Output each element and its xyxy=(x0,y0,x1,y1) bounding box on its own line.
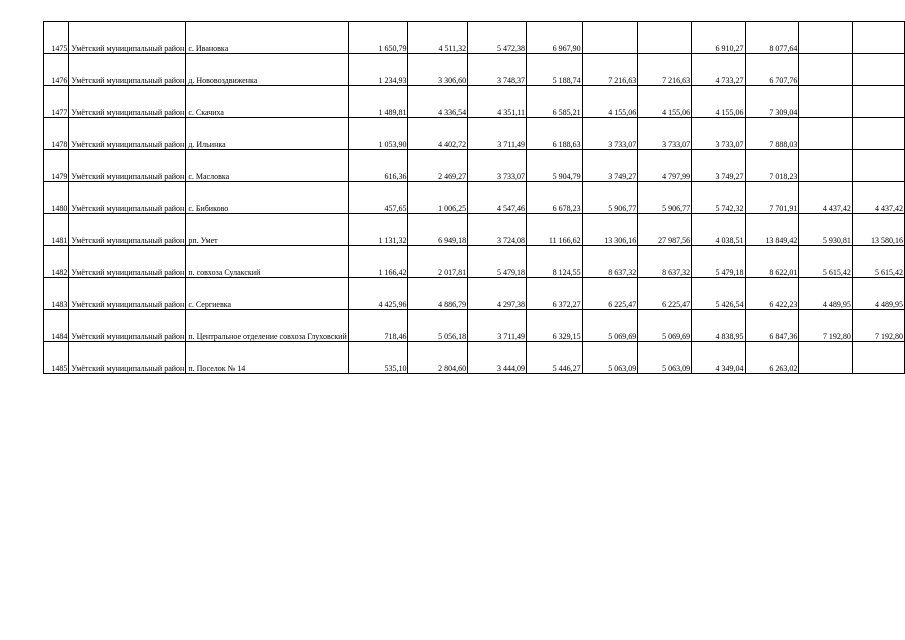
value-cell xyxy=(799,342,852,374)
value-cell: 4 155,06 xyxy=(582,86,638,118)
value-cell: 5 063,09 xyxy=(638,342,692,374)
settlement-cell: с. Скачиха xyxy=(186,86,348,118)
table-row xyxy=(44,150,905,182)
value-cell: 6 949,18 xyxy=(408,214,468,246)
value-cell: 6 707,76 xyxy=(745,54,799,86)
value-cell: 13 849,42 xyxy=(745,214,799,246)
table-row xyxy=(44,54,905,86)
value-cell xyxy=(799,150,852,182)
value-cell: 6 678,23 xyxy=(526,182,582,214)
value-cell: 5 472,38 xyxy=(468,22,527,54)
settlement-cell: п. Центральное отделение совхоза Глуховский xyxy=(186,310,348,342)
value-cell: 6 910,27 xyxy=(692,22,745,54)
settlement-cell: с. Бибиково xyxy=(186,182,348,214)
settlement-cell: п. совхоза Сулакский xyxy=(186,246,348,278)
value-cell: 4 402,72 xyxy=(408,118,468,150)
table-row xyxy=(44,246,905,278)
value-cell: 8 124,55 xyxy=(526,246,582,278)
region-cell: Умётский муниципальный район xyxy=(69,342,186,374)
value-cell xyxy=(799,54,852,86)
value-cell: 6 188,63 xyxy=(526,118,582,150)
value-cell: 11 166,62 xyxy=(526,214,582,246)
value-cell: 6 967,90 xyxy=(526,22,582,54)
value-cell xyxy=(852,86,904,118)
value-cell: 7 309,04 xyxy=(745,86,799,118)
value-cell: 3 733,07 xyxy=(582,118,638,150)
row-number-cell: 1481 xyxy=(44,214,69,246)
region-cell: Умётский муниципальный район xyxy=(69,150,186,182)
row-number-cell: 1480 xyxy=(44,182,69,214)
value-cell: 3 749,27 xyxy=(692,150,745,182)
value-cell: 6 225,47 xyxy=(582,278,638,310)
row-number-cell: 1485 xyxy=(44,342,69,374)
value-cell: 4 038,51 xyxy=(692,214,745,246)
value-cell: 2 804,60 xyxy=(408,342,468,374)
value-cell: 7 888,03 xyxy=(745,118,799,150)
value-cell: 3 733,07 xyxy=(468,150,527,182)
value-cell: 4 489,95 xyxy=(852,278,904,310)
row-number-cell: 1476 xyxy=(44,54,69,86)
table-row xyxy=(44,310,905,342)
table-row xyxy=(44,22,905,54)
region-cell: Умётский муниципальный район xyxy=(69,54,186,86)
value-cell: 8 622,01 xyxy=(745,246,799,278)
value-cell: 1 166,42 xyxy=(348,246,408,278)
value-cell: 8 637,32 xyxy=(582,246,638,278)
value-cell: 1 650,79 xyxy=(348,22,408,54)
value-cell: 7 192,80 xyxy=(799,310,852,342)
value-cell xyxy=(638,22,692,54)
value-cell: 7 216,63 xyxy=(638,54,692,86)
settlement-cell: с. Сергиевка xyxy=(186,278,348,310)
region-cell: Умётский муниципальный район xyxy=(69,182,186,214)
value-cell: 4 437,42 xyxy=(852,182,904,214)
value-cell: 3 733,07 xyxy=(638,118,692,150)
value-cell: 5 615,42 xyxy=(852,246,904,278)
value-cell xyxy=(799,22,852,54)
value-cell: 7 216,63 xyxy=(582,54,638,86)
value-cell xyxy=(852,342,904,374)
value-cell xyxy=(852,150,904,182)
value-cell: 3 748,37 xyxy=(468,54,527,86)
table-row xyxy=(44,278,905,310)
value-cell: 4 489,95 xyxy=(799,278,852,310)
table-row xyxy=(44,86,905,118)
table-row xyxy=(44,182,905,214)
value-cell: 3 711,49 xyxy=(468,118,527,150)
value-cell xyxy=(852,22,904,54)
value-cell: 27 987,56 xyxy=(638,214,692,246)
value-cell: 4 733,27 xyxy=(692,54,745,86)
value-cell: 4 351,11 xyxy=(468,86,527,118)
table-row xyxy=(44,118,905,150)
value-cell xyxy=(799,118,852,150)
value-cell: 6 847,36 xyxy=(745,310,799,342)
value-cell: 4 155,06 xyxy=(692,86,745,118)
value-cell: 3 711,49 xyxy=(468,310,527,342)
value-cell: 5 479,18 xyxy=(692,246,745,278)
value-cell: 1 006,25 xyxy=(408,182,468,214)
value-cell: 3 749,27 xyxy=(582,150,638,182)
settlement-cell: д. Нововоздвиженка xyxy=(186,54,348,86)
value-cell: 4 297,38 xyxy=(468,278,527,310)
region-cell: Умётский муниципальный район xyxy=(69,214,186,246)
value-cell: 5 742,32 xyxy=(692,182,745,214)
value-cell: 2 017,81 xyxy=(408,246,468,278)
region-cell: Умётский муниципальный район xyxy=(69,278,186,310)
value-cell: 1 234,93 xyxy=(348,54,408,86)
value-cell: 6 372,27 xyxy=(526,278,582,310)
value-cell: 7 192,80 xyxy=(852,310,904,342)
region-cell: Умётский муниципальный район xyxy=(69,86,186,118)
value-cell: 4 511,32 xyxy=(408,22,468,54)
value-cell: 4 547,46 xyxy=(468,182,527,214)
value-cell: 718,46 xyxy=(348,310,408,342)
value-cell: 5 930,81 xyxy=(799,214,852,246)
value-cell: 5 904,79 xyxy=(526,150,582,182)
value-cell: 5 426,54 xyxy=(692,278,745,310)
region-cell: Умётский муниципальный район xyxy=(69,246,186,278)
tariff-table xyxy=(43,21,905,374)
value-cell: 4 437,42 xyxy=(799,182,852,214)
row-number-cell: 1475 xyxy=(44,22,69,54)
value-cell: 5 069,69 xyxy=(582,310,638,342)
value-cell: 4 349,04 xyxy=(692,342,745,374)
value-cell: 5 069,69 xyxy=(638,310,692,342)
value-cell: 5 479,18 xyxy=(468,246,527,278)
settlement-cell: п. Поселок № 14 xyxy=(186,342,348,374)
region-cell: Умётский муниципальный район xyxy=(69,22,186,54)
value-cell: 5 063,09 xyxy=(582,342,638,374)
value-cell xyxy=(852,118,904,150)
value-cell: 13 580,16 xyxy=(852,214,904,246)
value-cell: 3 733,07 xyxy=(692,118,745,150)
value-cell: 457,65 xyxy=(348,182,408,214)
value-cell: 6 585,21 xyxy=(526,86,582,118)
value-cell: 1 053,90 xyxy=(348,118,408,150)
row-number-cell: 1478 xyxy=(44,118,69,150)
value-cell xyxy=(799,86,852,118)
value-cell: 8 637,32 xyxy=(638,246,692,278)
row-number-cell: 1477 xyxy=(44,86,69,118)
settlement-cell: д. Ильинка xyxy=(186,118,348,150)
region-cell: Умётский муниципальный район xyxy=(69,118,186,150)
row-number-cell: 1482 xyxy=(44,246,69,278)
value-cell: 2 469,27 xyxy=(408,150,468,182)
value-cell: 5 615,42 xyxy=(799,246,852,278)
value-cell: 3 724,08 xyxy=(468,214,527,246)
value-cell: 1 131,32 xyxy=(348,214,408,246)
value-cell: 6 225,47 xyxy=(638,278,692,310)
value-cell: 5 446,27 xyxy=(526,342,582,374)
region-cell: Умётский муниципальный район xyxy=(69,310,186,342)
settlement-cell: с. Ивановка xyxy=(186,22,348,54)
value-cell xyxy=(582,22,638,54)
table-body xyxy=(44,22,905,374)
value-cell: 3 306,60 xyxy=(408,54,468,86)
value-cell: 4 155,06 xyxy=(638,86,692,118)
value-cell: 6 329,15 xyxy=(526,310,582,342)
value-cell: 5 906,77 xyxy=(582,182,638,214)
value-cell: 5 188,74 xyxy=(526,54,582,86)
value-cell: 7 018,23 xyxy=(745,150,799,182)
value-cell: 3 444,09 xyxy=(468,342,527,374)
table-row xyxy=(44,214,905,246)
value-cell xyxy=(852,54,904,86)
value-cell: 4 838,95 xyxy=(692,310,745,342)
row-number-cell: 1484 xyxy=(44,310,69,342)
value-cell: 4 336,54 xyxy=(408,86,468,118)
value-cell: 6 422,23 xyxy=(745,278,799,310)
value-cell: 8 077,64 xyxy=(745,22,799,54)
row-number-cell: 1479 xyxy=(44,150,69,182)
value-cell: 535,10 xyxy=(348,342,408,374)
value-cell: 4 425,96 xyxy=(348,278,408,310)
value-cell: 13 306,16 xyxy=(582,214,638,246)
value-cell: 4 797,99 xyxy=(638,150,692,182)
value-cell: 7 701,91 xyxy=(745,182,799,214)
settlement-cell: с. Масловка xyxy=(186,150,348,182)
table-row xyxy=(44,342,905,374)
value-cell: 4 886,79 xyxy=(408,278,468,310)
value-cell: 5 906,77 xyxy=(638,182,692,214)
value-cell: 5 056,18 xyxy=(408,310,468,342)
value-cell: 616,36 xyxy=(348,150,408,182)
settlement-cell: рп. Умет xyxy=(186,214,348,246)
value-cell: 6 263,02 xyxy=(745,342,799,374)
row-number-cell: 1483 xyxy=(44,278,69,310)
value-cell: 1 489,81 xyxy=(348,86,408,118)
